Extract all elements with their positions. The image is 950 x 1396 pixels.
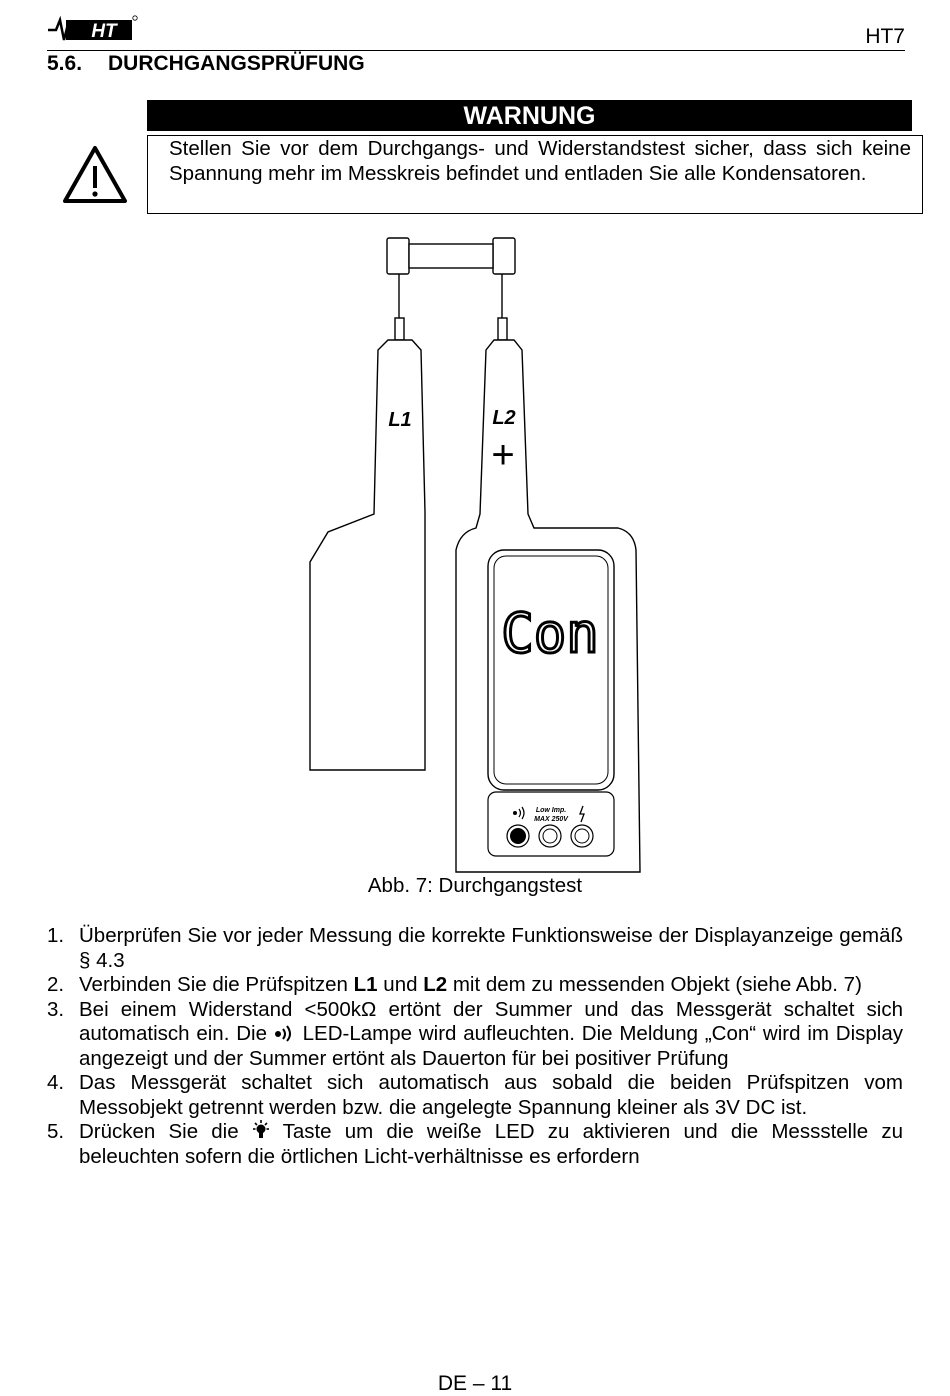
probe-l2-ref: L2	[423, 973, 448, 996]
instruction-steps	[47, 924, 903, 1169]
section-number: 5.6.	[47, 52, 83, 75]
list-item	[47, 1120, 903, 1169]
step-text: Überprüfen Sie vor jeder Messung die korrekte Funktionsweise der Displayanzeige gemäß § 4.3	[79, 924, 903, 972]
figure-caption: Abb. 7: Durchgangstest	[367, 874, 583, 897]
list-item	[47, 924, 903, 973]
probe-l1-label: L1	[388, 409, 412, 431]
step-text: Bei einem Widerstand <500kΩ ertönt der Summer und das Messgerät schaltet sich automatisch ein. Die	[79, 997, 903, 1045]
step-text: Drücken Sie die	[79, 1120, 252, 1143]
step-text: Das Messgerät schaltet sich automatisch aus sobald die beiden Prüfspitzen vom Messobjekt getrennt werden bzw. die angelegte Spannung kleiner als 3V DC ist.	[79, 1071, 903, 1119]
buzzer-icon	[274, 1024, 296, 1042]
panel-label-2: MAX 250V	[534, 816, 568, 823]
panel-label-1: Low Imp.	[535, 807, 567, 814]
section-heading	[47, 52, 365, 76]
ht-logo	[48, 14, 138, 44]
step-text: LED-Lampe wird aufleuchten. Die Meldung „Con“ wird im Display angezeigt und der Summer ertönt als Dauerton für bei positiver Prüfung	[79, 1022, 903, 1070]
step-number: 5.	[47, 1120, 65, 1143]
header-divider	[47, 50, 905, 51]
step-text: Taste um die weiße LED zu aktivieren und die Messstelle zu beleuchten sofern die örtlichen Licht-verhältnisse es erfordern	[79, 1120, 903, 1168]
step-text: Verbinden Sie die Prüfspitzen	[79, 973, 354, 996]
polarity-plus: +	[491, 433, 515, 477]
step-number: 3.	[47, 997, 65, 1021]
model-name: HT7	[865, 25, 905, 48]
warning-triangle-icon	[62, 144, 128, 204]
step-number: 2.	[47, 973, 65, 996]
logo-text: HT	[91, 21, 117, 42]
section-title: DURCHGANGSPRÜFUNG	[108, 52, 365, 75]
light-bulb-icon	[252, 1120, 270, 1140]
warning-text: Stellen Sie vor dem Durchgangs- und Widerstandstest sicher, dass sich keine Spannung mehr im Messkreis befindet und entladen Sie alle Kondensatoren.	[147, 135, 923, 214]
probe-l2-label: L2	[492, 407, 516, 429]
step-number: 4.	[47, 1071, 65, 1094]
continuity-test-illustration	[300, 232, 650, 876]
probe-l1-ref: L1	[353, 973, 378, 996]
step-number: 1.	[47, 924, 65, 947]
list-item	[47, 973, 903, 998]
warning-title: WARNUNG	[147, 100, 912, 131]
list-item	[47, 1071, 903, 1120]
step-text: mit dem zu messenden Objekt (siehe Abb. 7)	[447, 973, 862, 996]
lcd-readout: Con	[501, 602, 599, 665]
step-text: und	[377, 973, 424, 996]
list-item	[47, 998, 903, 1072]
page-number: DE – 11	[437, 1372, 513, 1395]
